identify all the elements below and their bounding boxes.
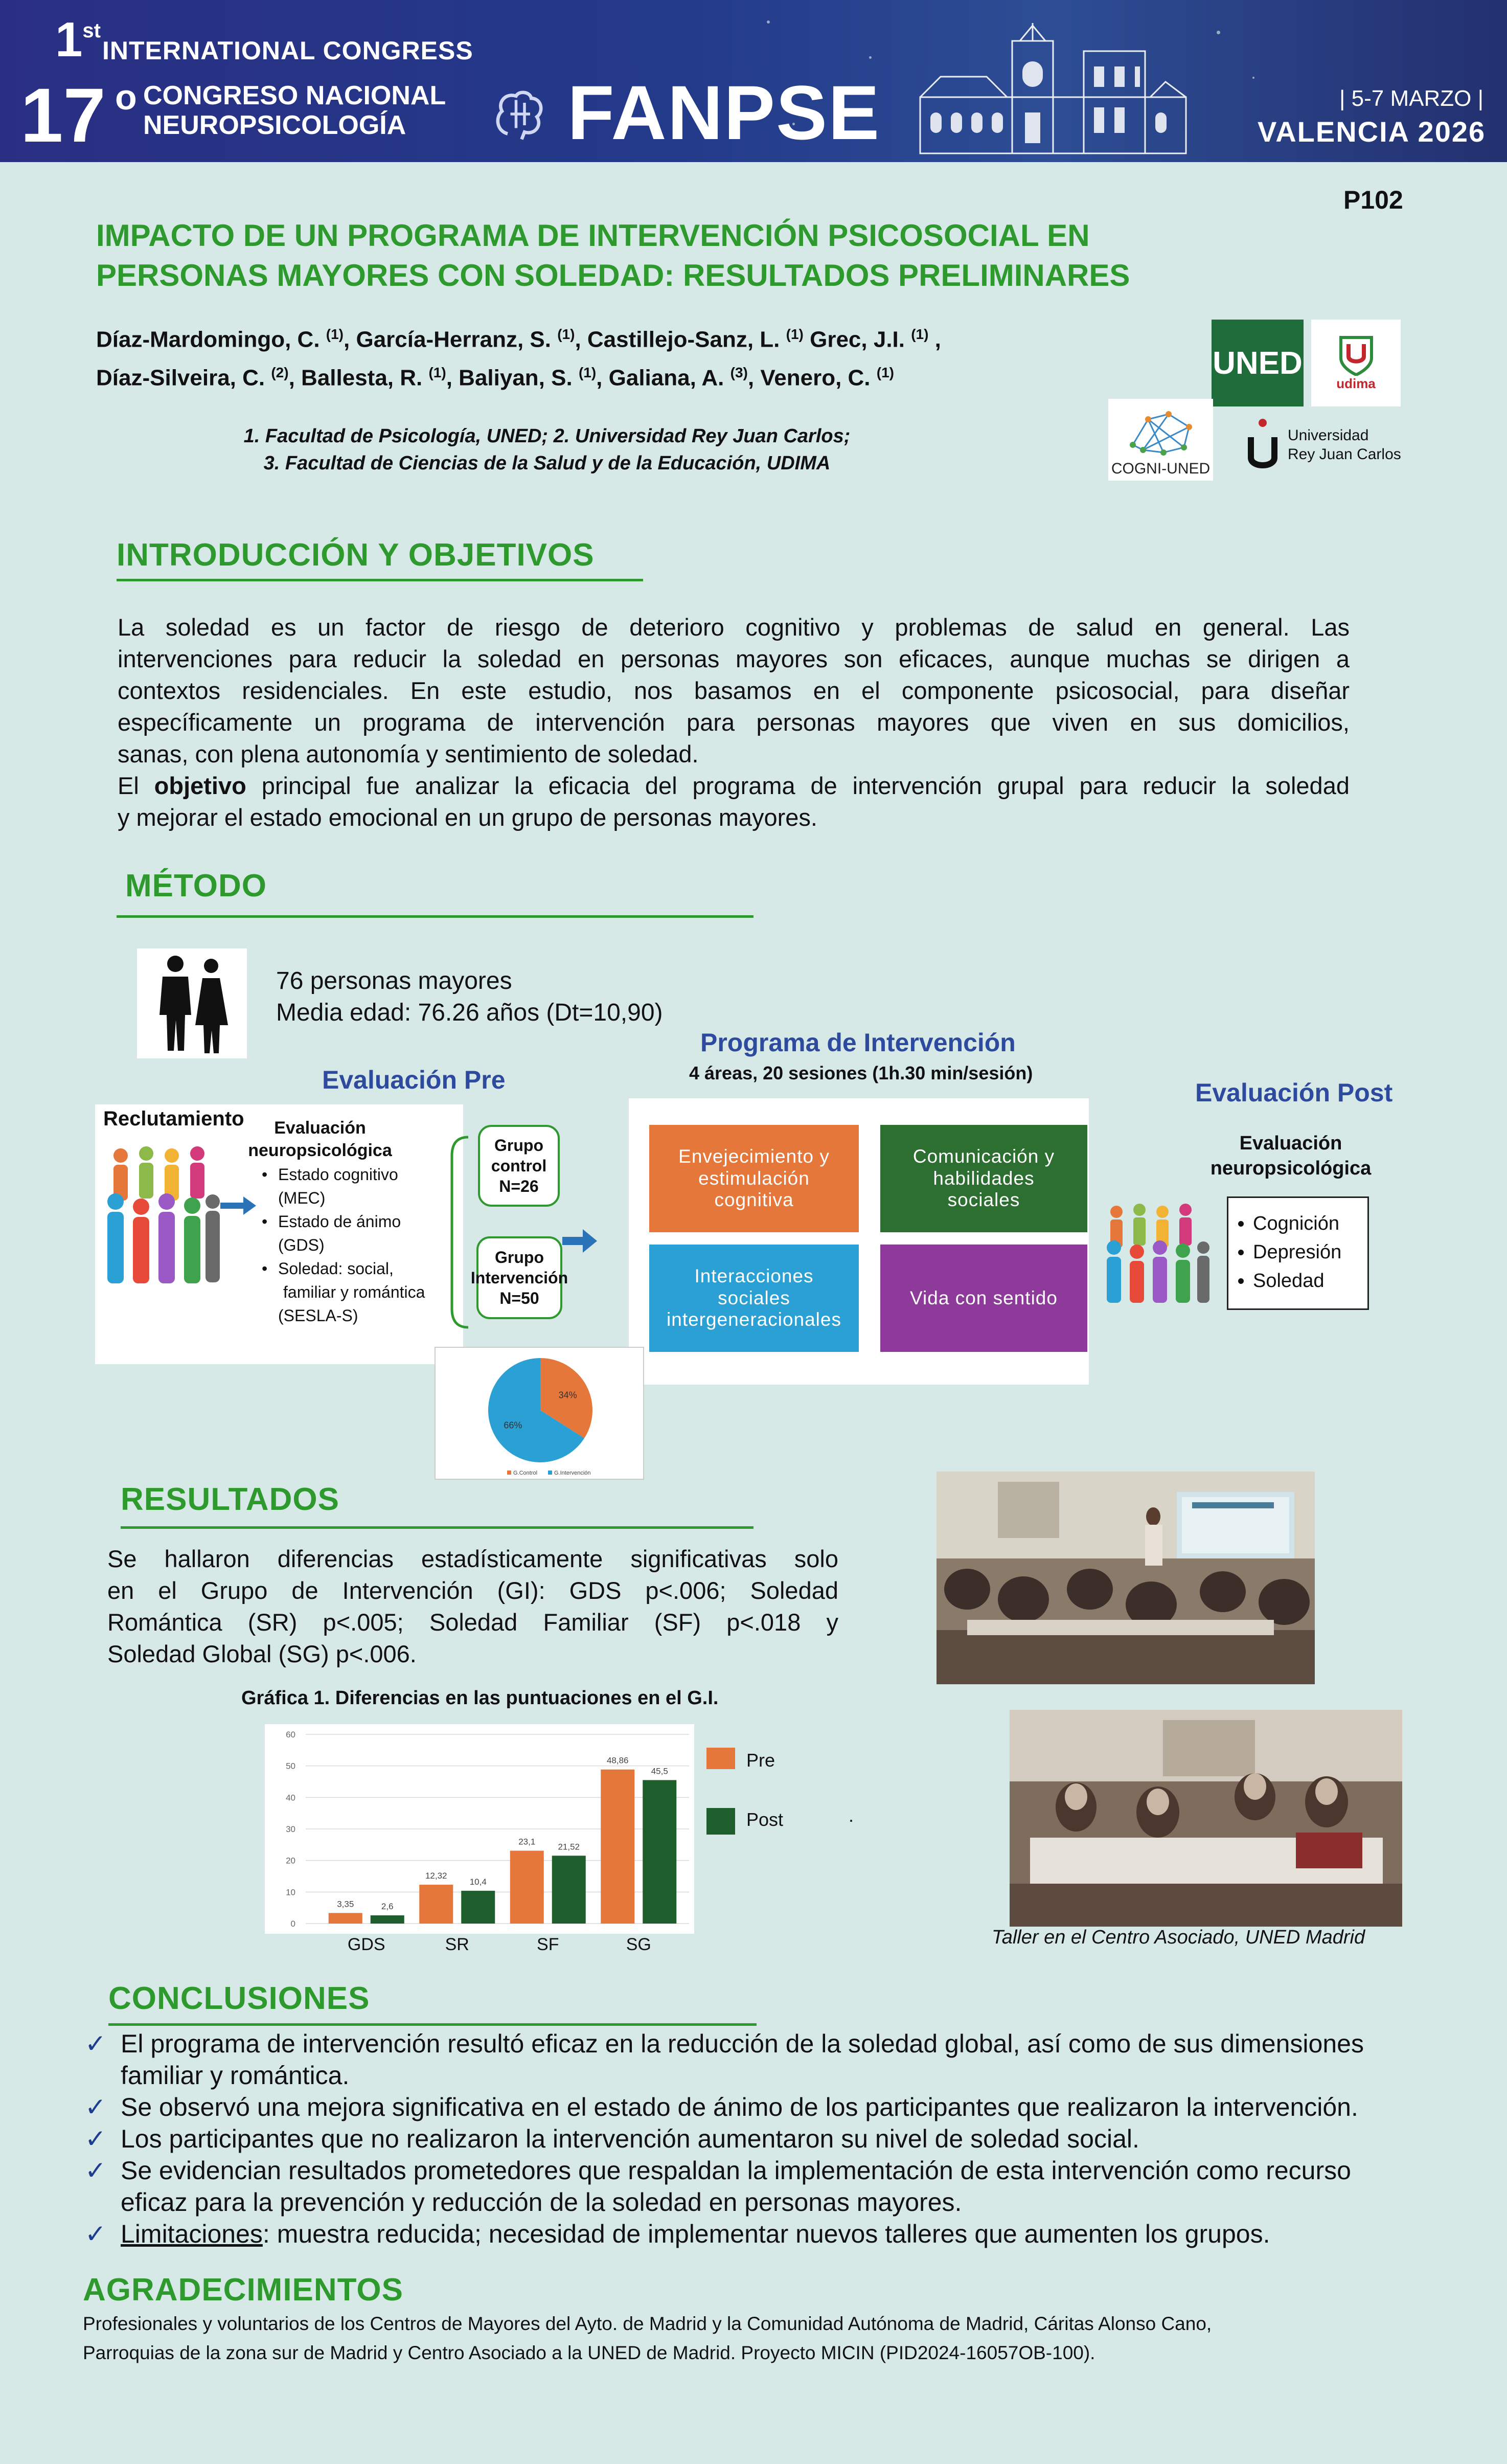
pre-eval-item-line1: Estado de ánimo: [278, 1212, 401, 1231]
congress-header: [0, 0, 1507, 162]
udima-shield-icon: [1338, 335, 1374, 376]
pre-eval-item-line2: (MEC): [278, 1189, 326, 1207]
stray-dot: .: [849, 1805, 854, 1826]
chart-data-label: 2,6: [381, 1901, 394, 1911]
conclusion-text-line2: eficaz para la prevención y reducción de la soledad en personas mayores.: [121, 2188, 962, 2217]
sample-size: 76 personas mayores: [276, 967, 512, 994]
affiliation-line2: 3. Facultad de Ciencias de la Salud y de la Educación, UDIMA: [263, 453, 831, 474]
program-area-line: Vida con sentido: [910, 1287, 1058, 1308]
intro-heading: INTRODUCCIÓN Y OBJETIVOS: [117, 537, 595, 573]
chart-bar-post: [371, 1915, 404, 1924]
limitations-text: : muestra reducida; necesidad de implementar nuevos talleres que aumenten los grupos.: [262, 2220, 1270, 2248]
objective-line: [118, 770, 1350, 802]
chart-ytick-label: 50: [286, 1761, 295, 1771]
chart-data-label: 23,1: [518, 1837, 536, 1847]
legend-swatch-pre: [706, 1748, 735, 1769]
pre-eval-title-line1: Evaluación: [274, 1118, 366, 1138]
chart-category-label: GDS: [347, 1935, 385, 1954]
photo-caption: Taller en el Centro Asociado, UNED Madrid: [992, 1927, 1365, 1948]
pie-legend-label: G.Control: [513, 1470, 538, 1476]
program-area-line: habilidades: [933, 1167, 1035, 1189]
chart-bar-pre: [510, 1851, 544, 1924]
eval-post-heading: Evaluación Post: [1195, 1078, 1393, 1107]
chart-data-label: 10,4: [469, 1877, 487, 1887]
resultados-line: Romántica (SR) p<.005; Soledad Familiar (SF) p<.018 y: [107, 1609, 838, 1636]
cogni-uned-logo-text: COGNI-UNED: [1111, 460, 1211, 477]
pre-eval-item-line1: Soledad: social,: [278, 1259, 394, 1278]
post-eval-item: • Soledad: [1253, 1267, 1341, 1295]
resultados-heading: RESULTADOS: [121, 1482, 339, 1517]
chart-data-label: 48,86: [606, 1755, 629, 1766]
conclusiones-heading: CONCLUSIONES: [108, 1981, 370, 2016]
brain-logo-icon: [491, 86, 547, 142]
author-separator: ,: [344, 327, 356, 352]
author-name: Grec, J.I.: [810, 327, 911, 352]
poster-title-line1: IMPACTO DE UN PROGRAMA DE INTERVENCIÓN PSICOSOCIAL EN: [96, 218, 1090, 253]
poster-id: P102: [1343, 186, 1403, 214]
chart-data-label: 3,35: [337, 1899, 354, 1909]
author-separator: ,: [928, 327, 941, 352]
crowd-post-icon: [1101, 1202, 1214, 1304]
program-area-line: sociales: [718, 1287, 790, 1308]
author-name: Baliyan, S.: [459, 365, 579, 391]
conclusion-item: [85, 2155, 1450, 2218]
resultados-line: Soledad Global (SG) p<.006.: [107, 1640, 417, 1667]
pie-slice-label: 66%: [504, 1420, 522, 1431]
metodo-heading: MÉTODO: [125, 868, 267, 903]
intro-line: específicamente un programa de intervención para personas mayores que viven en sus domicilios,: [118, 709, 1350, 736]
chart-bar-pre: [329, 1913, 362, 1924]
congress-name-line2: NEUROPSICOLOGÍA: [143, 110, 406, 141]
urjc-u-icon: [1245, 417, 1281, 473]
workshop-photo-2: [1010, 1710, 1402, 1927]
uned-logo: UNED: [1212, 320, 1304, 406]
chart-category-label: SG: [626, 1935, 651, 1954]
chart-ytick-label: 20: [286, 1856, 295, 1866]
bar-chart: [265, 1724, 694, 1934]
program-area-line: Envejecimiento y: [678, 1146, 830, 1167]
author-affiliation-mark: (3): [730, 365, 748, 380]
udima-logo: [1311, 320, 1401, 406]
author-separator: ,: [288, 365, 302, 391]
urjc-logo-line1: Universidad: [1288, 426, 1369, 444]
intervention-group-n: N=50: [499, 1289, 539, 1307]
limitations-label: Limitaciones: [121, 2220, 263, 2248]
intro-line: La soledad es un factor de riesgo de deterioro cognitivo y problemas de salud en general. Las: [118, 614, 1350, 641]
post-eval-title-line1: Evaluación: [1239, 1133, 1342, 1154]
objective-text: principal fue analizar la eficacia del programa de intervención grupal para reducir la soledad: [246, 772, 1350, 799]
conclusion-text-line1: El programa de intervención resultó eficaz en la reducción de la soledad global, así como de sus dimensiones: [121, 2029, 1364, 2058]
conclusiones-list: [85, 2028, 1450, 2250]
post-eval-item: • Depresión: [1253, 1238, 1341, 1267]
chart-bar-post: [461, 1891, 495, 1924]
objective-line2: y mejorar el estado emocional en un grupo de personas mayores.: [118, 804, 817, 831]
chart-data-label: 45,5: [651, 1766, 668, 1776]
intro-body: [118, 612, 1350, 833]
group-bracket: [450, 1135, 470, 1329]
control-group-box: [478, 1125, 560, 1207]
urjc-logo-line2: Rey Juan Carlos: [1288, 446, 1401, 463]
chart-bar-pre: [601, 1770, 634, 1924]
bullet-icon: •: [262, 1165, 268, 1184]
author-name: Díaz-Silveira, C.: [96, 365, 271, 391]
recruitment-panel: [95, 1104, 463, 1364]
agradecimientos-heading: AGRADECIMIENTOS: [83, 2272, 404, 2308]
authors-line1: [96, 327, 941, 351]
intervention-group-box: [470, 1236, 568, 1319]
agradecimientos-line2: Parroquias de la zona sur de Madrid y Centro Asociado a la UNED de Madrid. Proyecto MICIN (PID2024-16057OB-100).: [83, 2342, 1095, 2363]
poster-title: [96, 216, 1221, 296]
author-name: Díaz-Mardomingo, C.: [96, 327, 326, 352]
pre-eval-item-line2: familiar y romántica: [283, 1283, 425, 1301]
post-eval-title-line2: neuropsicológica: [1210, 1158, 1372, 1180]
congress-ordinal: o: [115, 77, 137, 117]
affiliation-line1: 1. Facultad de Psicología, UNED; 2. Universidad Rey Juan Carlos;: [243, 425, 851, 447]
congress-city: VALENCIA 2026: [1258, 116, 1486, 148]
program-area-intergenerational: [649, 1245, 859, 1352]
resultados-heading-underline: [121, 1526, 754, 1529]
arrow-icon: [220, 1195, 256, 1216]
pre-eval-item-line1: Estado cognitivo: [278, 1165, 398, 1184]
bullet-icon: •: [262, 1259, 268, 1278]
control-group-line2: control: [491, 1157, 547, 1175]
conclusion-item: [85, 2028, 1450, 2091]
resultados-line: en el Grupo de Intervención (GI): GDS p<.006; Soledad: [107, 1577, 838, 1604]
congress-17-number: 17: [20, 72, 106, 158]
author-affiliation-mark: (1): [786, 326, 804, 342]
agradecimientos-body: [83, 2309, 1212, 2367]
author-separator: [804, 327, 810, 352]
bullet-icon: •: [262, 1212, 268, 1231]
check-icon: ✓: [85, 2220, 106, 2248]
agradecimientos-line1: Profesionales y voluntarios de los Centros de Mayores del Ayto. de Madrid y la Comunidad Autónoma de Madrid, Cáritas Alonso Cano,: [83, 2313, 1212, 2334]
author-name: Castillejo-Sanz, L.: [587, 327, 786, 352]
pie-legend-swatch: [548, 1471, 552, 1475]
congress-dates: | 5-7 MARZO |: [1339, 86, 1484, 111]
author-affiliation-mark: (1): [876, 365, 894, 380]
conclusiones-heading-underline: [108, 2023, 757, 2026]
resultados-line: Se hallaron diferencias estadísticamente significativas solo: [107, 1545, 838, 1572]
chart-category-label: SR: [445, 1935, 469, 1954]
resultados-body: [107, 1543, 838, 1670]
recruitment-label: Reclutamiento: [103, 1107, 244, 1130]
author-name: Venero, C.: [760, 365, 877, 391]
chart-data-label: 21,52: [558, 1842, 580, 1852]
chart-bar-post: [552, 1856, 586, 1924]
conclusion-text-line1: Se evidencian resultados prometedores que respaldan la implementación de esta intervención como recurso: [121, 2156, 1351, 2185]
legend-label-post: Post: [746, 1809, 784, 1830]
chart-ytick-label: 0: [290, 1919, 295, 1929]
intervention-group-line2: Intervención: [470, 1269, 568, 1287]
brain-network-icon: [1117, 404, 1204, 460]
arrow-icon: [562, 1228, 597, 1254]
intro-line: sanas, con plena autonomía y sentimiento de soledad.: [118, 740, 699, 767]
author-affiliation-mark: (1): [911, 326, 929, 342]
metodo-heading-underline: [117, 915, 754, 918]
cogni-uned-logo: [1108, 399, 1213, 481]
program-area-cognitive: [649, 1125, 859, 1232]
author-name: García-Herranz, S.: [356, 327, 558, 352]
group-distribution-pie: [435, 1347, 644, 1480]
pie-legend-label: G.Intervención: [554, 1470, 591, 1476]
pre-eval-title-line2: neuropsicológica: [248, 1141, 392, 1161]
workshop-photo-1: [937, 1472, 1315, 1684]
objective-prefix: El: [118, 772, 154, 799]
author-affiliation-mark: (2): [271, 365, 289, 380]
chart-ytick-label: 60: [286, 1730, 295, 1739]
congress-name-line1: CONGRESO NACIONAL: [143, 81, 446, 110]
author-separator: ,: [596, 365, 609, 391]
intervention-group-line1: Grupo: [495, 1248, 544, 1267]
eval-pre-heading: Evaluación Pre: [322, 1066, 506, 1094]
program-area-communication: [880, 1125, 1087, 1232]
intro-line: contextos residenciales. En este estudio, nos basamos en el componente psicosocial, para diseñar: [118, 677, 1350, 704]
program-area-line: intergeneracionales: [667, 1309, 841, 1330]
conclusion-item: [85, 2091, 1450, 2123]
chart-ytick-label: 40: [286, 1793, 295, 1803]
pre-eval-item: [260, 1163, 425, 1210]
author-affiliation-mark: (1): [557, 326, 575, 342]
intro-heading-underline: [117, 579, 643, 581]
program-area-line: sociales: [947, 1189, 1020, 1211]
program-area-line: Comunicación y: [912, 1146, 1055, 1167]
post-eval-title: [1191, 1131, 1390, 1182]
sample-description: [276, 965, 663, 1029]
post-eval-list-box: [1227, 1196, 1369, 1310]
crowd-icon: [100, 1145, 223, 1294]
sample-mean-age: Media edad: 76.26 años (Dt=10,90): [276, 999, 663, 1026]
program-area-meaning: [880, 1245, 1087, 1352]
author-name: Ballesta, R.: [301, 365, 429, 391]
author-separator: ,: [446, 365, 459, 391]
program-areas-panel: [629, 1098, 1089, 1385]
chart-category-label: SF: [537, 1935, 559, 1954]
conclusion-limitations: [85, 2218, 1450, 2250]
control-group-n: N=26: [499, 1177, 539, 1195]
conclusion-text-line1: Los participantes que no realizaron la intervención aumentaron su nivel de soledad social.: [121, 2124, 1139, 2153]
program-area-line: Interacciones: [694, 1265, 814, 1287]
author-separator: ,: [747, 365, 761, 391]
pie-chart: [436, 1348, 645, 1481]
congress-edition-number: 1st: [55, 12, 101, 67]
intro-line: intervenciones para reducir la soledad en personas mayores son eficaces, aunque muchas se dirigen a: [118, 645, 1350, 672]
pre-eval-item-line2: (GDS): [278, 1236, 325, 1254]
congress-name: [143, 81, 446, 140]
pre-eval-item-line3: (SESLA-S): [278, 1306, 358, 1325]
conclusion-text-line2: familiar y romántica.: [121, 2061, 350, 2090]
check-icon: ✓: [85, 2124, 106, 2153]
congress-international-label: INTERNATIONAL CONGRESS: [102, 36, 473, 65]
fanpse-brand: FANPSE: [567, 70, 881, 155]
post-eval-list: [1253, 1209, 1341, 1295]
author-separator: ,: [575, 327, 587, 352]
conclusion-text-line1: Se observó una mejora significativa en el estado de ánimo de los participantes que realizaron la intervención.: [121, 2093, 1358, 2121]
check-icon: ✓: [85, 2093, 106, 2121]
program-area-line: cognitiva: [714, 1189, 794, 1211]
chart-bar-pre: [419, 1885, 453, 1924]
pie-slice-label: 34%: [558, 1390, 577, 1400]
chart-bar-post: [643, 1780, 676, 1924]
chart-ytick-label: 10: [286, 1887, 295, 1897]
poster-title-line2: PERSONAS MAYORES CON SOLEDAD: RESULTADOS PRELIMINARES: [96, 258, 1130, 292]
chart-ytick-label: 30: [286, 1824, 295, 1834]
program-title: Programa de Intervención: [700, 1028, 1016, 1057]
udima-logo-text: udima: [1336, 375, 1376, 391]
authors-line2: [96, 366, 894, 390]
people-icon: [137, 948, 247, 1058]
conclusion-item: [85, 2123, 1450, 2155]
program-subtitle: 4 áreas, 20 sesiones (1h.30 min/sesión): [689, 1063, 1033, 1083]
objective-keyword: objetivo: [154, 772, 246, 799]
urjc-logo: [1245, 414, 1424, 476]
author-affiliation-mark: (1): [578, 365, 597, 380]
post-eval-item: • Cognición: [1253, 1209, 1341, 1238]
author-affiliation-mark: (1): [326, 326, 344, 342]
legend-swatch-post: [706, 1808, 735, 1835]
program-area-line: estimulación: [698, 1167, 810, 1189]
bar-chart-panel: [265, 1724, 694, 1954]
pre-eval-item: [260, 1210, 425, 1257]
check-icon: ✓: [85, 2029, 106, 2058]
pre-eval-item: [260, 1257, 425, 1327]
control-group-line1: Grupo: [494, 1136, 543, 1155]
pre-eval-list: [260, 1163, 425, 1327]
author-name: Galiana, A.: [608, 365, 730, 391]
chart-caption: Gráfica 1. Diferencias en las puntuaciones en el G.I.: [241, 1687, 719, 1709]
pre-eval-title: [243, 1117, 397, 1162]
legend-label-pre: Pre: [746, 1750, 775, 1771]
building-illustration: [910, 20, 1196, 159]
pie-legend-swatch: [507, 1471, 511, 1475]
author-affiliation-mark: (1): [428, 365, 446, 380]
check-icon: ✓: [85, 2156, 106, 2185]
chart-data-label: 12,32: [425, 1871, 447, 1881]
